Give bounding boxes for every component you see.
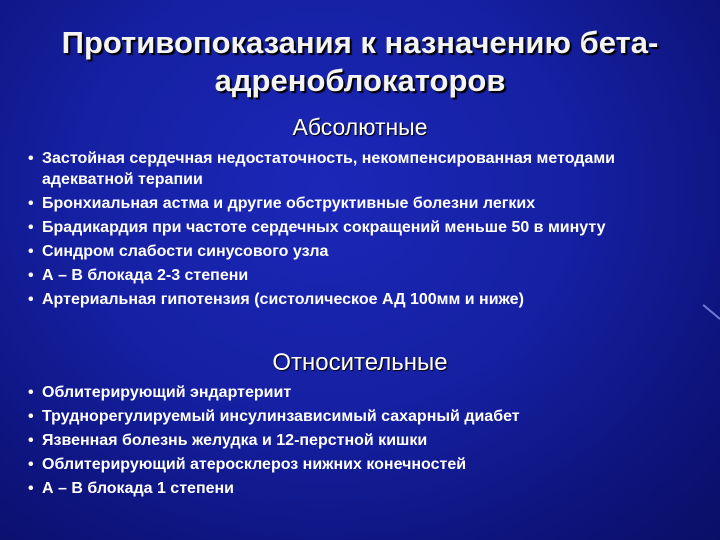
list-item bbox=[28, 406, 688, 427]
bullet-icon: • bbox=[28, 456, 34, 473]
list-item-text: Синдром слабости синусового узла bbox=[42, 243, 329, 260]
bullet-icon: • bbox=[28, 408, 34, 425]
list-item bbox=[28, 148, 688, 190]
list-item-text: Артериальная гипотензия (систолическое АД 100мм и ниже) bbox=[42, 291, 524, 308]
list-item bbox=[28, 478, 688, 499]
list-item bbox=[28, 217, 688, 238]
bullet-icon: • bbox=[28, 150, 34, 167]
bullet-icon: • bbox=[28, 291, 34, 308]
section-heading-absolute: Абсолютные bbox=[292, 114, 428, 140]
list-item bbox=[28, 430, 688, 451]
list-item-text: Брадикардия при частоте сердечных сокращений меньше 50 в минуту bbox=[42, 219, 606, 236]
list-item bbox=[28, 193, 688, 214]
list-item-text: А – В блокада 2-3 степени bbox=[42, 267, 249, 284]
bullet-icon: • bbox=[28, 243, 34, 260]
bullet-icon: • bbox=[28, 480, 34, 497]
decorative-line bbox=[703, 304, 720, 320]
bullet-icon: • bbox=[28, 432, 34, 449]
bullet-icon: • bbox=[28, 267, 34, 284]
bullet-icon: • bbox=[28, 384, 34, 401]
list-absolute-contraindications bbox=[28, 148, 688, 313]
list-item-text: Труднорегулируемый инсулинзависимый сахарный диабет bbox=[42, 408, 520, 425]
list-item-text: Облитерирующий атеросклероз нижних конечностей bbox=[42, 456, 467, 473]
list-item bbox=[28, 382, 688, 403]
list-item-text: Облитерирующий эндартериит bbox=[42, 384, 292, 401]
list-item-text: А – В блокада 1 степени bbox=[42, 480, 234, 497]
list-relative-contraindications bbox=[28, 382, 688, 502]
list-item bbox=[28, 265, 688, 286]
list-item bbox=[28, 454, 688, 475]
list-item-text: Застойная сердечная недостаточность, некомпенсированная методами адекватной терапии bbox=[42, 150, 615, 188]
list-item-text: Бронхиальная астма и другие обструктивные болезни легких bbox=[42, 195, 536, 212]
list-item bbox=[28, 289, 688, 310]
list-item-text: Язвенная болезнь желудка и 12-перстной кишки bbox=[42, 432, 428, 449]
bullet-icon: • bbox=[28, 219, 34, 236]
section-heading-relative: Относительные bbox=[272, 349, 448, 376]
slide-title: Противопоказания к назначению бета-адреноблокаторов bbox=[61, 25, 659, 98]
list-item bbox=[28, 241, 688, 262]
bullet-icon: • bbox=[28, 195, 34, 212]
